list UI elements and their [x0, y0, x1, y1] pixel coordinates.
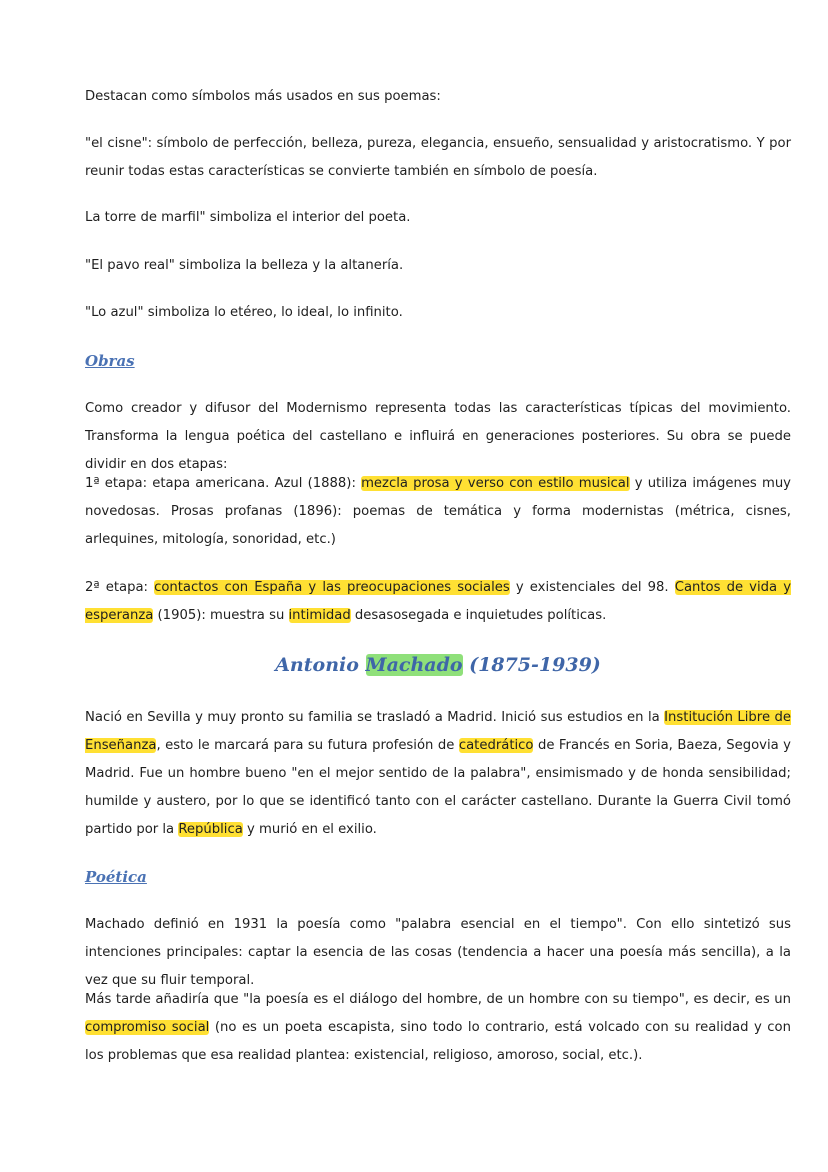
page-title: Antonio Machado (1875-1939)	[275, 654, 601, 676]
intro-paragraph: Destacan como símbolos más usados en sus poemas:	[85, 89, 441, 104]
poetica-paragraph-2: Más tarde añadiría que "la poesía es el diálogo del hombre, de un hombre con su tiempo", es decir, es un compromiso social (no es un poeta escapista, sino todo lo contrario, está volcado con su realidad y con los problemas que esa realidad plantea: existencial, religioso, amoroso, social, etc.).	[85, 992, 791, 1063]
etapa1-paragraph: 1ª etapa: etapa americana. Azul (1888): mezcla prosa y verso con estilo musical y utiliza imágenes muy novedosas. Prosas profanas (1896): poemas de temática y forma modernistas (métrica, cisnes, arlequines, mitología, sonoridad, etc.)	[85, 476, 791, 547]
highlight: Institución Libre de Enseñanza	[85, 710, 791, 753]
torre-paragraph: La torre de marfil" simboliza el interior del poeta.	[85, 210, 411, 225]
bio-paragraph: Nació en Sevilla y muy pronto su familia se trasladó a Madrid. Inició sus estudios en la Institución Libre de Enseñanza, esto le marcará para su futura profesión de catedrático de Francés en Soria, Baeza, Segovia y Madrid. Fue un hombre bueno "en el mejor sentido de la palabra", ensimismado y de honda sensibilidad; humilde y austero, por lo que se identificó tanto con el carácter castellano. Durante la Guerra Civil tomó partido por la República y murió en el exilio.	[85, 710, 791, 837]
highlight: compromiso social	[85, 1020, 210, 1035]
poetica-heading: Poética	[85, 868, 147, 886]
obras-heading: Obras	[85, 352, 135, 370]
poetica-paragraph-1: Machado definió en 1931 la poesía como "palabra esencial en el tiempo". Con ello sintetizó sus intenciones principales: captar la esencia de las cosas (tendencia a hacer una poesía más sencilla), a la vez que su fluir temporal.	[85, 917, 791, 988]
cisne-paragraph: "el cisne": símbolo de perfección, belleza, pureza, elegancia, ensueño, sensualidad y aristocratismo. Y por reunir todas estas características se convierte también en símbolo de poesía.	[85, 136, 791, 179]
highlight: contactos con España y las preocupaciones sociales	[154, 580, 510, 595]
etapa2-paragraph: 2ª etapa: contactos con España y las preocupaciones sociales y existenciales del 98. Cantos de vida y esperanza (1905): muestra su intimidad desasosegada e inquietudes políticas.	[85, 580, 791, 623]
highlight-name: Machado	[365, 654, 463, 676]
highlight: República	[178, 822, 243, 837]
pavo-paragraph: "El pavo real" simboliza la belleza y la altanería.	[85, 258, 404, 273]
azul-paragraph: "Lo azul" simboliza lo etéreo, lo ideal, lo infinito.	[85, 305, 403, 320]
highlight: Cantos de vida y esperanza	[85, 580, 791, 623]
highlight: mezcla prosa y verso con estilo musical	[361, 476, 630, 491]
highlight: intimidad	[288, 608, 351, 623]
highlight: catedrático	[458, 738, 534, 753]
obras-paragraph: Como creador y difusor del Modernismo representa todas las características típicas del movimiento. Transforma la lengua poética del castellano e influirá en generaciones posteriores. Su obra se puede dividir en dos etapas:	[85, 401, 791, 472]
